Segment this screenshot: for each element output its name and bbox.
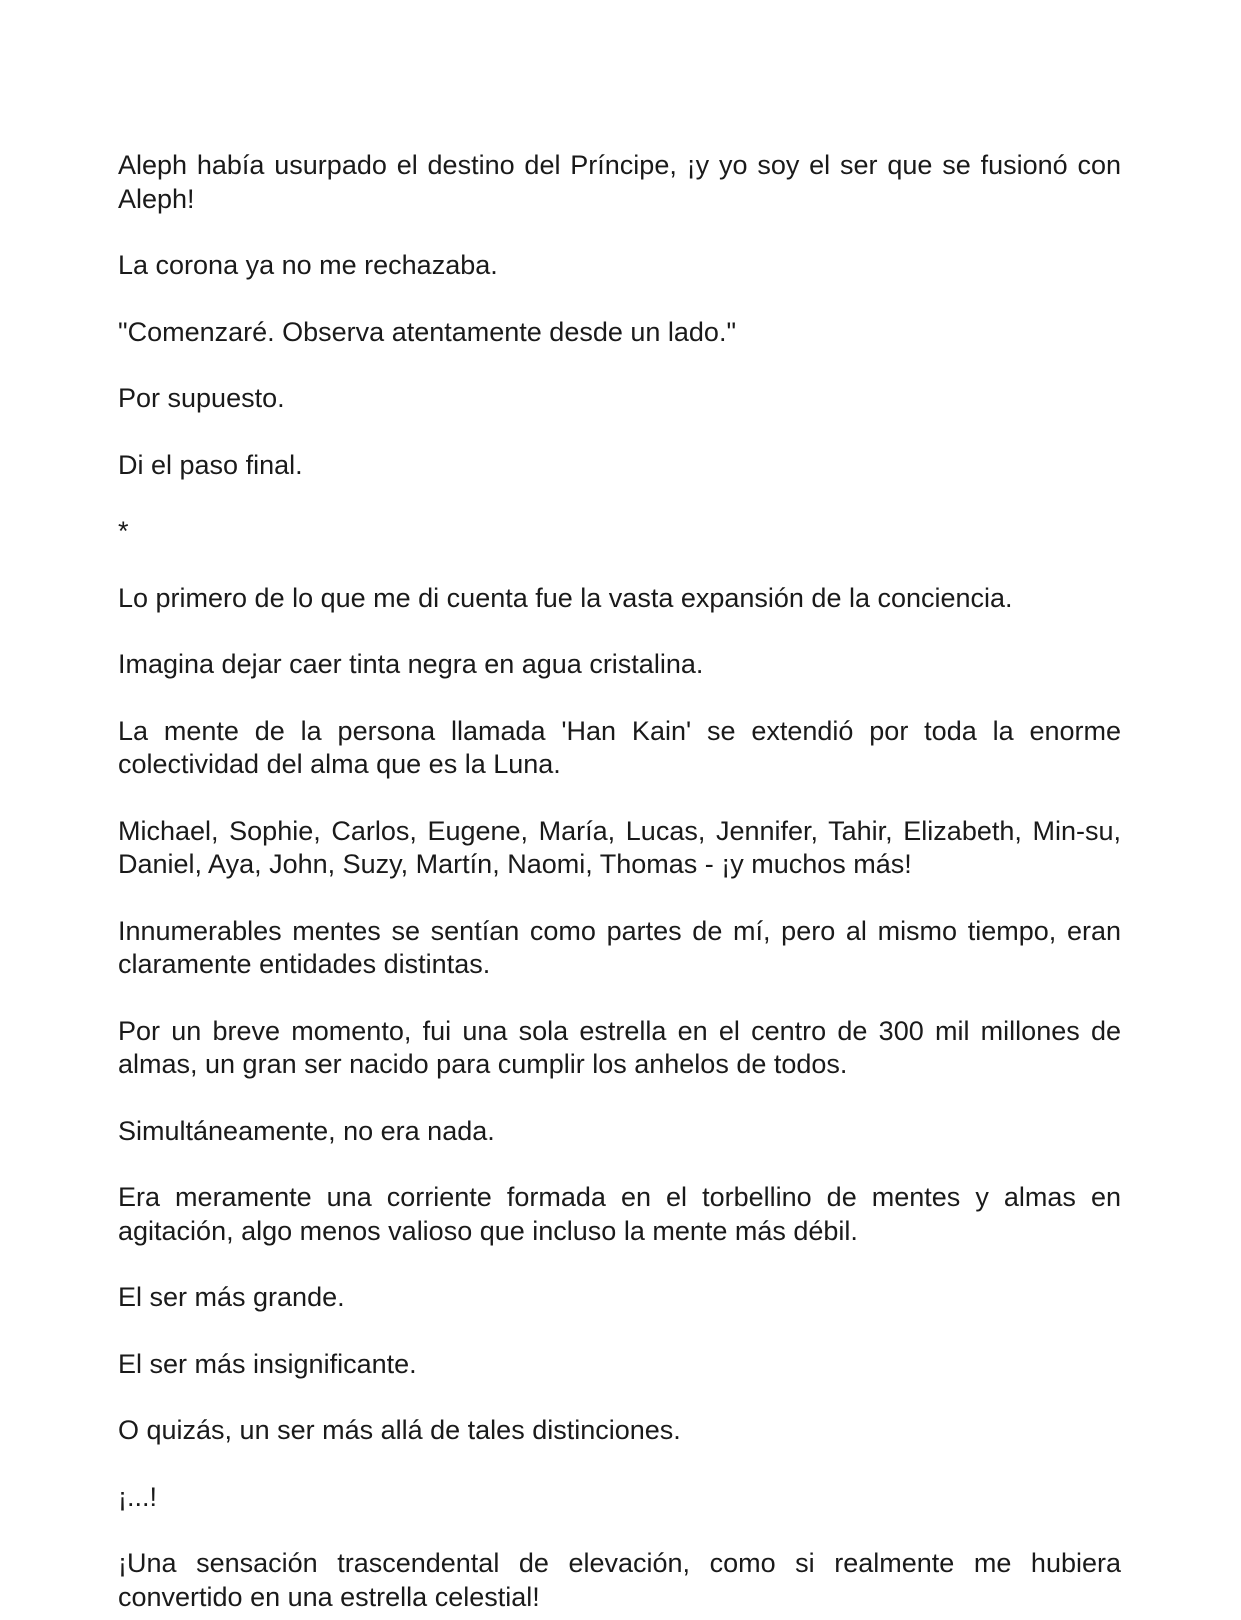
paragraph: "Comenzaré. Observa atentamente desde un lado." (118, 316, 737, 347)
paragraph: La corona ya no me rechazaba. (118, 250, 498, 280)
paragraph: Di el paso final. (118, 449, 303, 480)
paragraph: Innumerables mentes se sentían como partes de mí, pero al mismo tiempo, eran claramente entidades distintas. (118, 915, 1121, 979)
scene-break: * (118, 516, 129, 546)
body-text (118, 149, 1121, 1620)
paragraph: ¡Una sensación trascendental de elevación, como si realmente me hubiera convertido en una estrella celestial! (118, 1548, 1121, 1612)
paragraph: Michael, Sophie, Carlos, Eugene, María, Lucas, Jennifer, Tahir, Elizabeth, Min-su, Daniel, Aya, John, Suzy, Martín, Naomi, Thomas - ¡y muchos más! (118, 815, 1121, 879)
paragraph: Lo primero de lo que me di cuenta fue la vasta expansión de la conciencia. (118, 582, 1013, 613)
paragraph: El ser más insignificante. (118, 1348, 417, 1379)
paragraph: Era meramente una corriente formada en el torbellino de mentes y almas en agitación, algo menos valioso que incluso la mente más débil. (118, 1182, 1121, 1246)
paragraph: Por supuesto. (118, 383, 285, 413)
paragraph: Simultáneamente, no era nada. (118, 1115, 495, 1146)
paragraph: Imagina dejar caer tinta negra en agua cristalina. (118, 649, 704, 679)
paragraph: ¡...! (118, 1481, 157, 1512)
paragraph: Aleph había usurpado el destino del Príncipe, ¡y yo soy el ser que se fusionó con Aleph! (118, 150, 1121, 214)
paragraph: O quizás, un ser más allá de tales distinciones. (118, 1415, 681, 1445)
paragraph: La mente de la persona llamada 'Han Kain' se extendió por toda la enorme colectividad del alma que es la Luna. (118, 715, 1121, 779)
paragraph: El ser más grande. (118, 1282, 345, 1312)
paragraph: Por un breve momento, fui una sola estrella en el centro de 300 mil millones de almas, un gran ser nacido para cumplir los anhelos de todos. (118, 1015, 1121, 1079)
